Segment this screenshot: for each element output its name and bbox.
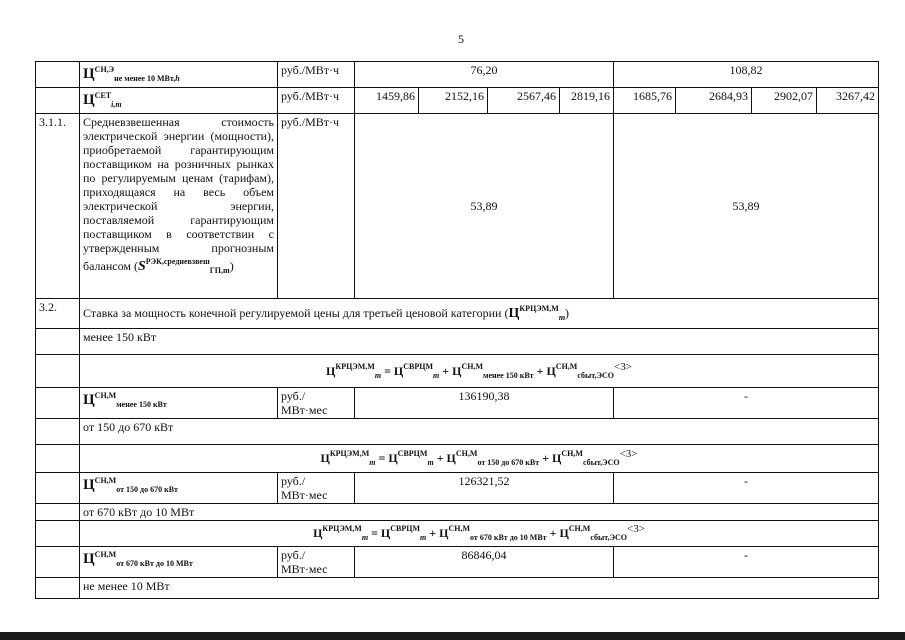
- symbol-cell: [80, 547, 278, 578]
- value-row: [36, 547, 879, 578]
- value-cell: 2152,16: [419, 88, 488, 114]
- scan-edge-shadow: [0, 632, 905, 640]
- unit-cell: руб./ МВт·мес: [278, 388, 355, 419]
- symbol-price: $Ц^{СЕТ}_{i,m}$: [83, 91, 122, 109]
- formula: $Ц^{КРЦЭМ,М}_m = Ц^{СВРЦМ}_m + Ц^{СН,М}_{от 670 кВт до 10 МВт} + Ц^{СН,М}_{сбыт,ЭСО}<3>$: [80, 521, 879, 547]
- symbol-price: $Ц^{СН,Э}_{не менее 10 МВт,h}$: [83, 65, 180, 83]
- row-number-cell: [36, 445, 80, 473]
- value-cell: -: [614, 547, 879, 578]
- formula: $Ц^{КРЦЭМ,М}_m = Ц^{СВРЦМ}_m + Ц^{СН,М}_{от 150 до 670 кВт} + Ц^{СН,М}_{сбыт,ЭСО}<3>$: [80, 445, 879, 473]
- value-cell: 2819,16: [560, 88, 614, 114]
- formula-row: [36, 445, 879, 473]
- row-number-cell: [36, 547, 80, 578]
- value-cell: 76,20: [355, 62, 614, 88]
- symbol-cell: [80, 388, 278, 419]
- row-number-cell: [36, 578, 80, 599]
- group-label-row: [36, 578, 879, 599]
- value-cell: 86846,04: [355, 547, 614, 578]
- row-number-cell: [36, 521, 80, 547]
- value-cell: 2684,93: [676, 88, 752, 114]
- value-cell: 53,89: [355, 114, 614, 299]
- value-cell: 2567,46: [488, 88, 560, 114]
- unit-cell: руб./ МВт·мес: [278, 473, 355, 504]
- symbol-weighted-cost: $S^{РЭК,средневзвеш}_{ГП,m}$: [137, 257, 230, 275]
- row-number-cell: [36, 329, 80, 355]
- row-price-set: [36, 88, 879, 114]
- symbol-price: $Ц^{СН,М}_{от 670 кВт до 10 МВт}$: [83, 550, 193, 568]
- formula-row: [36, 355, 879, 388]
- row-price-sn-e: [36, 62, 879, 88]
- row-number-cell: [36, 62, 80, 88]
- unit-cell: руб./МВт·ч: [278, 114, 355, 299]
- value-cell: 2902,07: [752, 88, 817, 114]
- row-number-cell: 3.1.1.: [36, 114, 80, 299]
- value-cell: 3267,42: [817, 88, 879, 114]
- value-cell: 1459,86: [355, 88, 419, 114]
- row-number-cell: 3.2.: [36, 299, 80, 329]
- symbol-cell: [80, 88, 278, 114]
- description-cell: Средневзвешенная стоимость электрической энергии (мощности), приобретаемой гарантирующим поставщиком на розничных рынках по регулируемым ценам (тарифам), приходящаяся на весь объем электрической энергии, поставляемой гарантирующим поставщиком в соответствии с утвержденным прогнозным балансом $(S^{РЭК,средневзвеш}_{ГП,m})$: [80, 114, 278, 299]
- value-cell: 1685,76: [614, 88, 676, 114]
- row-number-cell: [36, 355, 80, 388]
- symbol-capacity-rate: $Ц^{КРЦЭМ,М}_m$: [508, 304, 566, 322]
- value-cell: -: [614, 388, 879, 419]
- page-number: 5: [458, 32, 464, 46]
- value-cell: 53,89: [614, 114, 879, 299]
- symbol-price: $Ц^{СН,М}_{от 150 до 670 кВт}$: [83, 476, 178, 494]
- formula: $Ц^{КРЦЭМ,М}_m = Ц^{СВРЦМ}_m + Ц^{СН,М}_{менее 150 кВт} + Ц^{СН,М}_{сбыт,ЭСО}<3>$: [80, 355, 879, 388]
- symbol-price: $Ц^{СН,М}_{менее 150 кВт}$: [83, 391, 167, 409]
- group-label-row: [36, 329, 879, 355]
- tariff-table: [35, 61, 879, 599]
- unit-cell: руб./МВт·ч: [278, 88, 355, 114]
- row-3-1-1: [36, 114, 879, 299]
- symbol-cell: [80, 473, 278, 504]
- value-cell: -: [614, 473, 879, 504]
- formula-row: [36, 521, 879, 547]
- row-number-cell: [36, 388, 80, 419]
- row-number-cell: [36, 473, 80, 504]
- group-label-row: [36, 504, 879, 521]
- unit-cell: руб./МВт·ч: [278, 62, 355, 88]
- row-number-cell: [36, 504, 80, 521]
- group-label: от 670 кВт до 10 МВт: [80, 504, 879, 521]
- value-cell: 126321,52: [355, 473, 614, 504]
- group-label: не менее 10 МВт: [80, 578, 879, 599]
- unit-cell: руб./ МВт·мес: [278, 547, 355, 578]
- group-label-row: [36, 419, 879, 445]
- symbol-cell: [80, 62, 278, 88]
- row-number-cell: [36, 419, 80, 445]
- value-cell: 108,82: [614, 62, 879, 88]
- row-number-cell: [36, 88, 80, 114]
- value-cell: 136190,38: [355, 388, 614, 419]
- value-row: [36, 473, 879, 504]
- group-label: менее 150 кВт: [80, 329, 879, 355]
- value-row: [36, 388, 879, 419]
- row-3-2: [36, 299, 879, 329]
- group-label: от 150 до 670 кВт: [80, 419, 879, 445]
- section-heading-cell: Ставка за мощность конечной регулируемой цены для третьей ценовой категории $(Ц^{КРЦЭМ,М}_m)$: [80, 299, 879, 329]
